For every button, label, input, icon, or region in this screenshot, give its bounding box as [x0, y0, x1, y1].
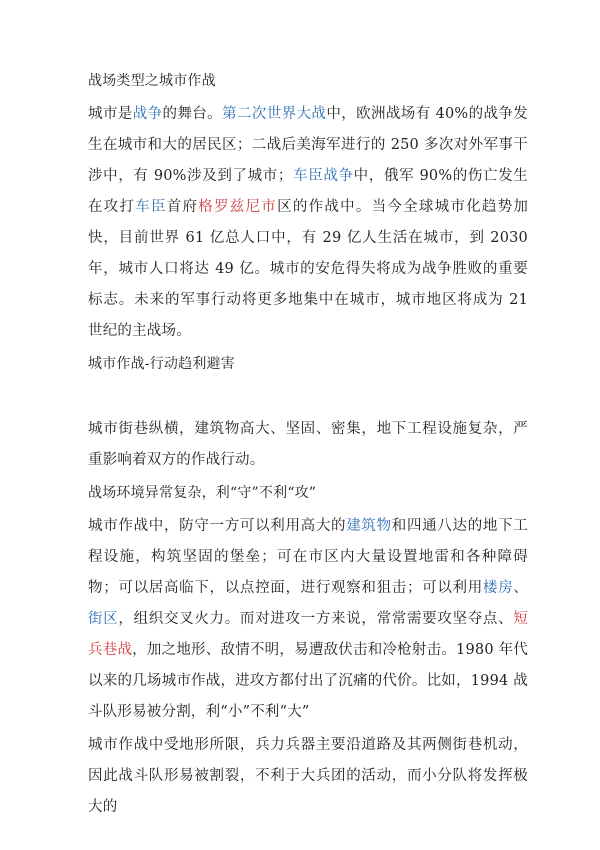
- link-buildings[interactable]: 建筑物: [346, 518, 392, 534]
- text-segment: 区的作战中。当今全球城市化趋势加快，目前世界 61 亿总人口中，有 29 亿人生活在城市，到 2030 年，城市人口将达 49 亿。城市的安危得失将成为战争胜败的重要标志。未来的军事行动将更多地集中在城市，城市地区将成为 21 世纪的主战场。: [88, 199, 529, 339]
- text-segment: 的舞台。: [162, 106, 223, 122]
- paragraph-streets: 城市街巷纵横，建筑物高大、坚固、密集，地下工程设施复杂，严重影响着双方的作战行动。: [88, 421, 528, 468]
- article-body: [88, 66, 528, 825]
- blank-line: [88, 382, 528, 414]
- text-segment: ，加之地形、敌情不明，易遭敌伏击和冷枪射击。1980 年代以来的几场城市作战，进攻方都付出了沉痛的代价。比如，1994 战斗队形易被分割，利“小”不利“大”: [88, 642, 528, 720]
- link-blocks[interactable]: 街区: [88, 611, 119, 627]
- paragraph-defense: [88, 511, 528, 728]
- section-heading-urban-warfare: 战场类型之城市作战: [88, 73, 216, 89]
- text-segment: 中，欧洲战场有 40%的战争发生在城市和大的居民区；二战后美海军进行的 250 多次对外军事干涉中，有 90%涉及到了城市；: [88, 106, 528, 184]
- text-segment: 城市是: [88, 106, 133, 122]
- link-grozny[interactable]: 格罗兹尼市: [198, 199, 278, 215]
- text-segment: 和四通八达的地下工程设施，构筑坚固的堡垒；可在市区内大量设置地雷和各种障碍物；可以居高临下，以点控面，进行观察和狙击；可以利用: [88, 518, 528, 596]
- link-war[interactable]: 战争: [132, 106, 163, 122]
- text-segment: 中，俄军 90%的伤亡发生在攻打: [88, 168, 529, 215]
- link-world-war-2[interactable]: 第二次世界大战: [222, 106, 327, 122]
- section-heading-tactics: 城市作战-行动趋利避害: [88, 356, 235, 372]
- text-segment: 首府: [166, 199, 199, 215]
- link-chechnya[interactable]: 车臣: [135, 199, 167, 215]
- section-heading-environment: 战场环境异常复杂，利“守”不利“攻”: [88, 485, 317, 501]
- text-segment: ，组织交叉火力。而对进攻一方来说，常常需要攻坚夺点、: [118, 611, 514, 627]
- paragraph-intro: [88, 99, 528, 347]
- link-close-combat[interactable]: 短兵巷战: [88, 611, 529, 658]
- link-buildings-floors[interactable]: 楼房: [482, 580, 514, 596]
- link-chechen-war[interactable]: 车臣战争: [292, 168, 354, 184]
- text-segment: 、: [513, 580, 529, 596]
- text-segment: 城市作战中，防守一方可以利用高大的: [88, 518, 347, 534]
- paragraph-terrain: 城市作战中受地形所限，兵力兵器主要沿道路及其两侧街巷机动，因此战斗队形易被割裂，不利于大兵团的活动，而小分队将发挥极大的: [88, 737, 528, 815]
